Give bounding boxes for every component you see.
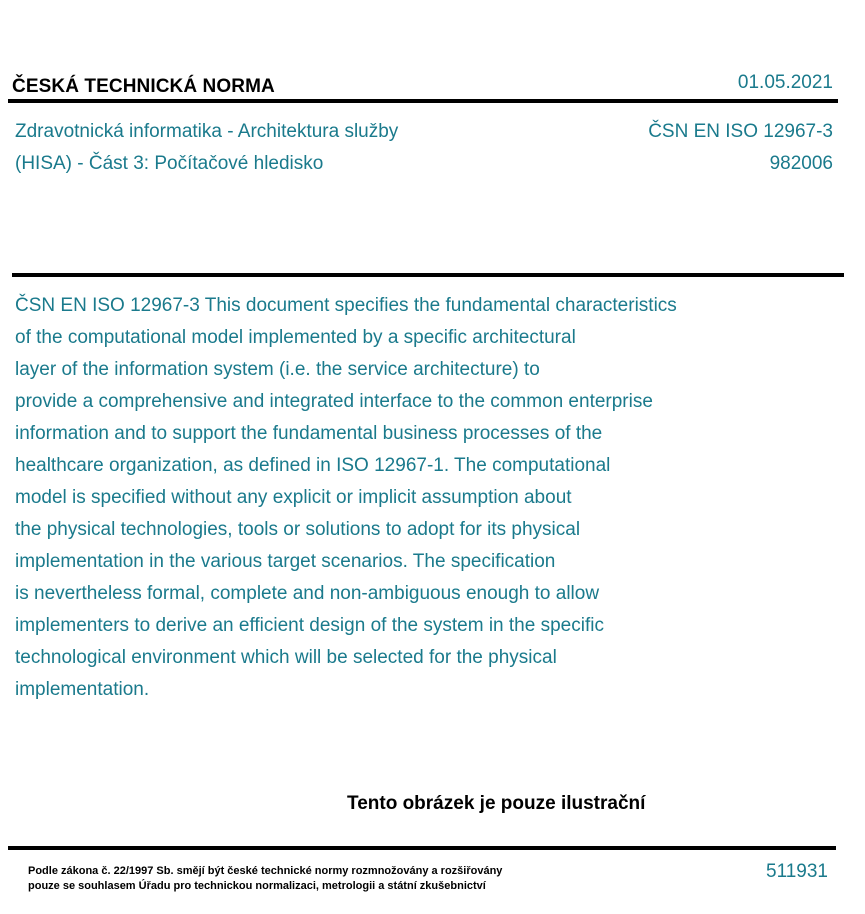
description-line: model is specified without any explicit or implicit assumption about bbox=[15, 487, 572, 508]
standard-number: ČSN EN ISO 12967-3 bbox=[648, 121, 833, 142]
illustration-notice: Tento obrázek je pouze ilustrační bbox=[347, 793, 646, 814]
description-line: provide a comprehensive and integrated interface to the common enterprise bbox=[15, 391, 653, 412]
footer-divider bbox=[8, 846, 836, 850]
document-number: 511931 bbox=[766, 861, 828, 882]
legal-line: pouze se souhlasem Úřadu pro technickou normalizaci, metrologii a státní zkušebnictví bbox=[28, 880, 486, 892]
header-divider bbox=[8, 99, 838, 103]
description-line: is nevertheless formal, complete and non-ambiguous enough to allow bbox=[15, 583, 600, 604]
description-line: implementation. bbox=[15, 679, 150, 700]
legal-line: Podle zákona č. 22/1997 Sb. smějí být české technické normy rozmnožovány a rozšiřovány bbox=[28, 865, 503, 877]
catalog-number: 982006 bbox=[769, 153, 833, 174]
subject-line: (HISA) - Část 3: Počítačové hledisko bbox=[15, 153, 324, 174]
standard-subject bbox=[15, 116, 398, 180]
description-line: ČSN EN ISO 12967-3 This document specifies the fundamental characteristics bbox=[15, 295, 677, 316]
standard-codes bbox=[648, 116, 833, 180]
description-line: technological environment which will be selected for the physical bbox=[15, 647, 557, 668]
description-line: the physical technologies, tools or solutions to adopt for its physical bbox=[15, 519, 581, 540]
description-line: implementation in the various target scenarios. The specification bbox=[15, 551, 556, 572]
description-line: healthcare organization, as defined in ISO 12967-1. The computational bbox=[15, 455, 611, 476]
publication-date: 01.05.2021 bbox=[737, 72, 833, 93]
description-line: implementers to derive an efficient design of the system in the specific bbox=[15, 615, 604, 636]
description-line: information and to support the fundamental business processes of the bbox=[15, 423, 603, 444]
page-title: ČESKÁ TECHNICKÁ NORMA bbox=[12, 76, 275, 97]
description-line: layer of the information system (i.e. the service architecture) to bbox=[15, 359, 540, 380]
subject-line: Zdravotnická informatika - Architektura služby bbox=[15, 121, 399, 142]
legal-notice bbox=[28, 864, 502, 894]
description-line: of the computational model implemented by a specific architectural bbox=[15, 327, 576, 348]
standard-description bbox=[15, 290, 677, 706]
section-divider bbox=[12, 273, 844, 277]
